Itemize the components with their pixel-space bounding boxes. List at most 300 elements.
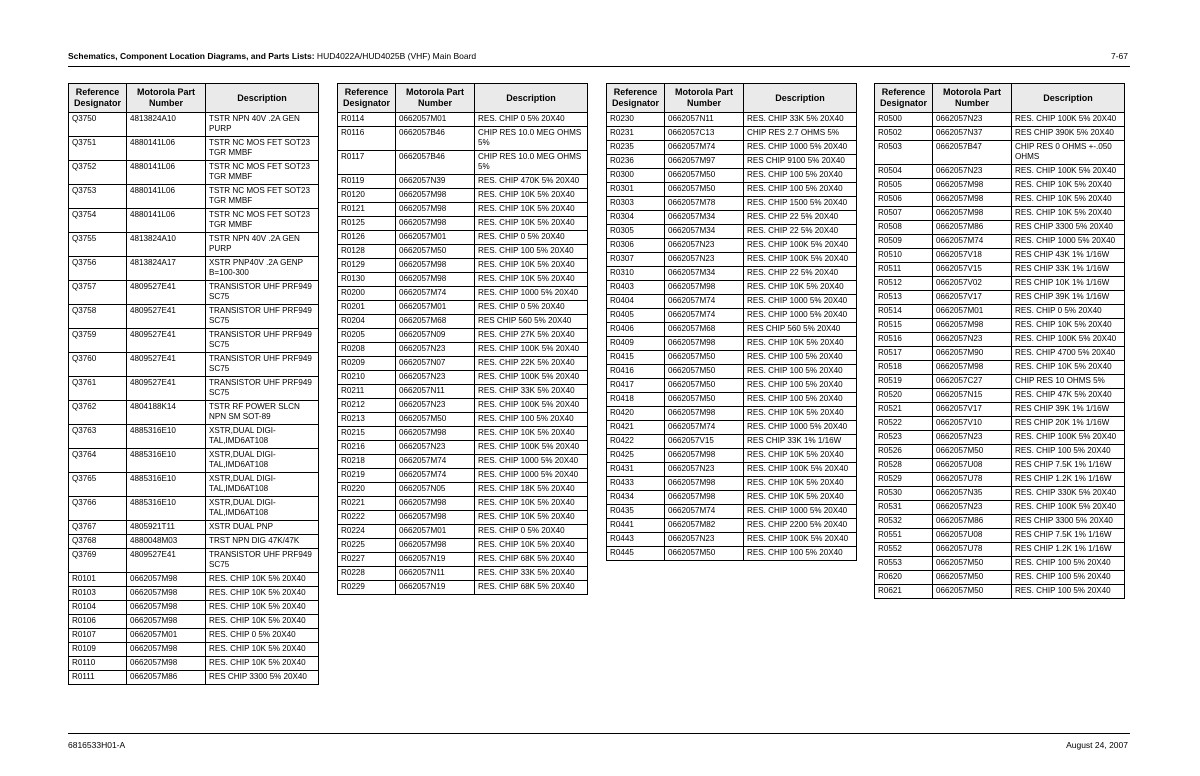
description-cell: CHIP RES 10.0 MEG OHMS 5%	[475, 127, 588, 151]
part-number-cell: 4805921T11	[127, 521, 206, 535]
part-number-cell: 0662057M98	[127, 601, 206, 615]
reference-designator-cell: R0526	[875, 445, 933, 459]
reference-designator-cell: R0306	[607, 239, 665, 253]
description-cell: TSTR NC MOS FET SOT23 TGR MMBF	[206, 185, 319, 209]
description-cell: XSTR,DUAL DIGI-TAL,IMD6AT108	[206, 473, 319, 497]
part-number-cell: 4809527E41	[127, 329, 206, 353]
header-rule	[68, 66, 1130, 67]
part-number-cell: 0662057M98	[127, 587, 206, 601]
reference-designator-cell: R0230	[607, 113, 665, 127]
description-cell: XSTR,DUAL DIGI-TAL,IMD6AT108	[206, 497, 319, 521]
part-number-cell: 0662057C13	[665, 127, 744, 141]
part-number-cell: 0662057M74	[396, 287, 475, 301]
part-number-cell: 0662057M98	[127, 615, 206, 629]
description-cell: RES CHIP 560 5% 20X40	[475, 315, 588, 329]
description-cell: RES. CHIP 100K 5% 20X40	[1012, 113, 1125, 127]
part-number-cell: 0662057M50	[665, 379, 744, 393]
description-cell: RES. CHIP 100K 5% 20X40	[744, 533, 857, 547]
part-number-cell: 0662057B46	[396, 127, 475, 151]
col-header-reference-designator: Reference Designator	[875, 84, 933, 113]
description-cell: TSTR NPN 40V .2A GEN PURP	[206, 113, 319, 137]
table-row	[69, 161, 319, 185]
table-row	[875, 221, 1125, 235]
part-number-cell: 0662057N11	[396, 385, 475, 399]
table-row	[607, 533, 857, 547]
reference-designator-cell: R0201	[338, 301, 396, 315]
table-row	[338, 483, 588, 497]
reference-designator-cell: R0520	[875, 389, 933, 403]
description-cell: TSTR NPN 40V .2A GEN PURP	[206, 233, 319, 257]
description-cell: RES CHIP 39K 1% 1/16W	[1012, 403, 1125, 417]
table-row	[875, 403, 1125, 417]
description-cell: TRANSISTOR UHF PRF949 SC75	[206, 353, 319, 377]
reference-designator-cell: R0553	[875, 557, 933, 571]
table-row	[338, 189, 588, 203]
part-number-cell: 0662057M98	[127, 643, 206, 657]
part-number-cell: 0662057U08	[933, 459, 1012, 473]
reference-designator-cell: R0417	[607, 379, 665, 393]
description-cell: RES. CHIP 33K 5% 20X40	[475, 567, 588, 581]
table-row	[69, 629, 319, 643]
reference-designator-cell: R0126	[338, 231, 396, 245]
part-number-cell: 0662057M98	[396, 189, 475, 203]
description-cell: RES. CHIP 10K 5% 20X40	[475, 539, 588, 553]
part-number-cell: 0662057N23	[396, 399, 475, 413]
description-cell: RES. CHIP 100K 5% 20X40	[744, 463, 857, 477]
part-number-cell: 4880141L06	[127, 161, 206, 185]
table-row	[338, 511, 588, 525]
table-row	[607, 323, 857, 337]
table-row	[338, 371, 588, 385]
part-number-cell: 0662057M98	[665, 407, 744, 421]
description-cell: RES. CHIP 1500 5% 20X40	[744, 197, 857, 211]
reference-designator-cell: R0229	[338, 581, 396, 595]
description-cell: TRST NPN DIG 47K/47K	[206, 535, 319, 549]
part-number-cell: 0662057M90	[933, 347, 1012, 361]
reference-designator-cell: R0517	[875, 347, 933, 361]
table-row	[607, 477, 857, 491]
reference-designator-cell: R0434	[607, 491, 665, 505]
description-cell: RES CHIP 3300 5% 20X40	[206, 671, 319, 685]
description-cell: RES. CHIP 10K 5% 20X40	[475, 511, 588, 525]
reference-designator-cell: R0532	[875, 515, 933, 529]
reference-designator-cell: R0510	[875, 249, 933, 263]
part-number-cell: 0662057V10	[933, 417, 1012, 431]
table-row	[875, 557, 1125, 571]
table-row	[69, 185, 319, 209]
reference-designator-cell: R0420	[607, 407, 665, 421]
part-number-cell: 0662057N23	[665, 533, 744, 547]
table-row	[338, 567, 588, 581]
description-cell: RES. CHIP 10K 5% 20X40	[1012, 193, 1125, 207]
table-row	[607, 197, 857, 211]
reference-designator-cell: R0220	[338, 483, 396, 497]
part-number-cell: 0662057V18	[933, 249, 1012, 263]
table-row	[875, 417, 1125, 431]
table-row	[338, 203, 588, 217]
parts-table-3	[606, 83, 857, 561]
description-cell: RES. CHIP 10K 5% 20X40	[475, 189, 588, 203]
part-number-cell: 4813824A17	[127, 257, 206, 281]
part-number-cell: 0662057M74	[665, 309, 744, 323]
part-number-cell: 0662057N09	[396, 329, 475, 343]
table-row	[69, 497, 319, 521]
reference-designator-cell: R0530	[875, 487, 933, 501]
reference-designator-cell: R0120	[338, 189, 396, 203]
reference-designator-cell: R0212	[338, 399, 396, 413]
part-number-cell: 0662057M01	[127, 629, 206, 643]
description-cell: TSTR NC MOS FET SOT23 TGR MMBF	[206, 137, 319, 161]
description-cell: RES. CHIP 100 5% 20X40	[475, 245, 588, 259]
part-number-cell: 0662057U08	[933, 529, 1012, 543]
description-cell: RES. CHIP 100K 5% 20X40	[475, 343, 588, 357]
part-number-cell: 4809527E41	[127, 281, 206, 305]
description-cell: CHIP RES 2.7 OHMS 5%	[744, 127, 857, 141]
parts-table-2	[337, 83, 588, 595]
table-row	[69, 257, 319, 281]
table-row	[338, 357, 588, 371]
table-row	[69, 425, 319, 449]
part-number-cell: 4880141L06	[127, 185, 206, 209]
description-cell: RES. CHIP 10K 5% 20X40	[206, 643, 319, 657]
table-row	[875, 585, 1125, 599]
table-row	[607, 463, 857, 477]
part-number-cell: 4880141L06	[127, 137, 206, 161]
part-number-cell: 0662057M74	[396, 469, 475, 483]
reference-designator-cell: Q3763	[69, 425, 127, 449]
part-number-cell: 4880141L06	[127, 209, 206, 233]
table-row	[875, 515, 1125, 529]
reference-designator-cell: R0200	[338, 287, 396, 301]
description-cell: RES. CHIP 22 5% 20X40	[744, 267, 857, 281]
part-number-cell: 0662057M50	[665, 183, 744, 197]
part-number-cell: 0662057M01	[396, 525, 475, 539]
table-row	[338, 175, 588, 189]
table-row	[69, 573, 319, 587]
part-number-cell: 4809527E41	[127, 353, 206, 377]
reference-designator-cell: Q3766	[69, 497, 127, 521]
reference-designator-cell: R0218	[338, 455, 396, 469]
reference-designator-cell: R0506	[875, 193, 933, 207]
description-cell: CHIP RES 10.0 MEG OHMS 5%	[475, 151, 588, 175]
part-number-cell: 0662057M98	[396, 427, 475, 441]
table-row	[607, 435, 857, 449]
reference-designator-cell: Q3765	[69, 473, 127, 497]
description-cell: RES CHIP 33K 1% 1/16W	[1012, 263, 1125, 277]
table-row	[69, 209, 319, 233]
part-number-cell: 0662057N11	[665, 113, 744, 127]
table-row	[607, 393, 857, 407]
description-cell: RES. CHIP 0 5% 20X40	[475, 525, 588, 539]
description-cell: RES. CHIP 10K 5% 20X40	[744, 477, 857, 491]
reference-designator-cell: R0301	[607, 183, 665, 197]
reference-designator-cell: R0514	[875, 305, 933, 319]
part-number-cell: 4809527E41	[127, 377, 206, 401]
description-cell: RES CHIP 10K 1% 1/16W	[1012, 277, 1125, 291]
part-number-cell: 0662057M50	[396, 245, 475, 259]
description-cell: RES CHIP 43K 1% 1/16W	[1012, 249, 1125, 263]
description-cell: RES. CHIP 1000 5% 20X40	[744, 295, 857, 309]
part-number-cell: 0662057B47	[933, 141, 1012, 165]
part-number-cell: 4804188K14	[127, 401, 206, 425]
part-number-cell: 0662057N19	[396, 553, 475, 567]
table-row	[338, 441, 588, 455]
description-cell: RES. CHIP 22 5% 20X40	[744, 225, 857, 239]
part-number-cell: 4809527E41	[127, 549, 206, 573]
description-cell: RES. CHIP 100K 5% 20X40	[1012, 333, 1125, 347]
description-cell: RES. CHIP 100K 5% 20X40	[475, 371, 588, 385]
description-cell: RES. CHIP 10K 5% 20X40	[1012, 179, 1125, 193]
reference-designator-cell: Q3761	[69, 377, 127, 401]
description-cell: RES. CHIP 33K 5% 20X40	[744, 113, 857, 127]
description-cell: RES. CHIP 100 5% 20X40	[744, 351, 857, 365]
page-title	[68, 51, 476, 61]
part-number-cell: 0662057M50	[396, 413, 475, 427]
reference-designator-cell: Q3756	[69, 257, 127, 281]
reference-designator-cell: R0110	[69, 657, 127, 671]
description-cell: RES CHIP 33K 1% 1/16W	[744, 435, 857, 449]
part-number-cell: 0662057M50	[665, 393, 744, 407]
table-row	[69, 535, 319, 549]
document-date: August 24, 2007	[1066, 740, 1128, 750]
part-number-cell: 0662057M86	[933, 221, 1012, 235]
description-cell: RES. CHIP 100K 5% 20X40	[1012, 165, 1125, 179]
description-cell: RES. CHIP 100K 5% 20X40	[744, 239, 857, 253]
reference-designator-cell: R0107	[69, 629, 127, 643]
part-number-cell: 4885316E10	[127, 449, 206, 473]
table-row	[607, 267, 857, 281]
description-cell: RES. CHIP 10K 5% 20X40	[744, 281, 857, 295]
part-number-cell: 0662057M68	[665, 323, 744, 337]
part-number-cell: 0662057M82	[665, 519, 744, 533]
reference-designator-cell: R0405	[607, 309, 665, 323]
reference-designator-cell: R0551	[875, 529, 933, 543]
reference-designator-cell: Q3753	[69, 185, 127, 209]
table-row	[338, 385, 588, 399]
reference-designator-cell: R0130	[338, 273, 396, 287]
reference-designator-cell: R0415	[607, 351, 665, 365]
part-number-cell: 4809527E41	[127, 305, 206, 329]
description-cell: RES. CHIP 1000 5% 20X40	[475, 455, 588, 469]
part-number-cell: 0662057U78	[933, 473, 1012, 487]
reference-designator-cell: R0441	[607, 519, 665, 533]
col-header-description: Description	[744, 84, 857, 113]
reference-designator-cell: R0104	[69, 601, 127, 615]
col-header-description: Description	[206, 84, 319, 113]
reference-designator-cell: R0117	[338, 151, 396, 175]
reference-designator-cell: R0515	[875, 319, 933, 333]
reference-designator-cell: R0106	[69, 615, 127, 629]
reference-designator-cell: R0225	[338, 539, 396, 553]
reference-designator-cell: R0518	[875, 361, 933, 375]
description-cell: RES. CHIP 100 5% 20X40	[1012, 585, 1125, 599]
reference-designator-cell: R0208	[338, 343, 396, 357]
description-cell: RES. CHIP 330K 5% 20X40	[1012, 487, 1125, 501]
part-number-cell: 0662057M68	[396, 315, 475, 329]
description-cell: TSTR RF POWER SLCN NPN SM SOT-89	[206, 401, 319, 425]
reference-designator-cell: R0109	[69, 643, 127, 657]
part-number-cell: 4813824A10	[127, 113, 206, 137]
reference-designator-cell: R0435	[607, 505, 665, 519]
part-number-cell: 0662057M50	[933, 557, 1012, 571]
part-number-cell: 0662057M74	[933, 235, 1012, 249]
part-number-cell: 0662057M74	[665, 141, 744, 155]
part-number-cell: 0662057N35	[933, 487, 1012, 501]
part-number-cell: 0662057M01	[396, 231, 475, 245]
description-cell: RES CHIP 7.5K 1% 1/16W	[1012, 529, 1125, 543]
table-row	[607, 239, 857, 253]
part-number-cell: 0662057N37	[933, 127, 1012, 141]
table-row	[875, 375, 1125, 389]
part-number-cell: 0662057M98	[127, 657, 206, 671]
parts-table-4	[874, 83, 1125, 599]
description-cell: RES. CHIP 10K 5% 20X40	[206, 657, 319, 671]
part-number-cell: 0662057M74	[665, 505, 744, 519]
reference-designator-cell: R0503	[875, 141, 933, 165]
reference-designator-cell: R0504	[875, 165, 933, 179]
table-row	[69, 281, 319, 305]
description-cell: RES. CHIP 18K 5% 20X40	[475, 483, 588, 497]
table-row	[338, 245, 588, 259]
table-row	[338, 553, 588, 567]
description-cell: RES. CHIP 100K 5% 20X40	[1012, 501, 1125, 515]
description-cell: RES. CHIP 1000 5% 20X40	[744, 141, 857, 155]
part-number-cell: 0662057B46	[396, 151, 475, 175]
reference-designator-cell: R0222	[338, 511, 396, 525]
reference-designator-cell: R0307	[607, 253, 665, 267]
reference-designator-cell: R0416	[607, 365, 665, 379]
table-row	[607, 505, 857, 519]
table-row	[875, 347, 1125, 361]
table-row	[69, 353, 319, 377]
table-row	[875, 165, 1125, 179]
description-cell: CHIP RES 10 OHMS 5%	[1012, 375, 1125, 389]
part-number-cell: 0662057M34	[665, 267, 744, 281]
part-number-cell: 0662057M98	[665, 337, 744, 351]
page-title-bold: Schematics, Component Location Diagrams, and Parts Lists:	[68, 51, 315, 61]
table-row	[69, 587, 319, 601]
reference-designator-cell: R0304	[607, 211, 665, 225]
part-number-cell: 0662057M01	[933, 305, 1012, 319]
part-number-cell: 0662057N23	[665, 253, 744, 267]
table-row	[69, 137, 319, 161]
table-row	[69, 377, 319, 401]
table-row	[338, 231, 588, 245]
col-header-part-number: Motorola Part Number	[396, 84, 475, 113]
part-number-cell: 0662057M98	[396, 539, 475, 553]
description-cell: RES CHIP 20K 1% 1/16W	[1012, 417, 1125, 431]
reference-designator-cell: R0522	[875, 417, 933, 431]
table-row	[338, 287, 588, 301]
reference-designator-cell: R0119	[338, 175, 396, 189]
reference-designator-cell: R0235	[607, 141, 665, 155]
reference-designator-cell: Q3767	[69, 521, 127, 535]
description-cell: RES. CHIP 100K 5% 20X40	[744, 253, 857, 267]
description-cell: RES. CHIP 0 5% 20X40	[475, 113, 588, 127]
description-cell: RES. CHIP 1000 5% 20X40	[1012, 235, 1125, 249]
col-header-part-number: Motorola Part Number	[127, 84, 206, 113]
table-row	[338, 113, 588, 127]
part-number-cell: 0662057N07	[396, 357, 475, 371]
reference-designator-cell: Q3759	[69, 329, 127, 353]
table-row	[875, 459, 1125, 473]
description-cell: RES. CHIP 100K 5% 20X40	[1012, 431, 1125, 445]
reference-designator-cell: R0204	[338, 315, 396, 329]
reference-designator-cell: R0129	[338, 259, 396, 273]
part-number-cell: 0662057M98	[933, 361, 1012, 375]
table-row	[875, 389, 1125, 403]
reference-designator-cell: R0502	[875, 127, 933, 141]
description-cell: RES. CHIP 0 5% 20X40	[1012, 305, 1125, 319]
description-cell: TRANSISTOR UHF PRF949 SC75	[206, 329, 319, 353]
part-number-cell: 0662057M50	[933, 445, 1012, 459]
part-number-cell: 0662057M50	[665, 351, 744, 365]
reference-designator-cell: R0509	[875, 235, 933, 249]
part-number-cell: 0662057C27	[933, 375, 1012, 389]
description-cell: RES CHIP 9100 5% 20X40	[744, 155, 857, 169]
col-header-reference-designator: Reference Designator	[338, 84, 396, 113]
table-row	[607, 491, 857, 505]
part-number-cell: 0662057V17	[933, 403, 1012, 417]
table-row	[338, 329, 588, 343]
description-cell: TSTR NC MOS FET SOT23 TGR MMBF	[206, 161, 319, 185]
reference-designator-cell: R0505	[875, 179, 933, 193]
description-cell: RES. CHIP 100 5% 20X40	[1012, 571, 1125, 585]
part-number-cell: 0662057N23	[933, 333, 1012, 347]
part-number-cell: 4885316E10	[127, 425, 206, 449]
table-row	[338, 259, 588, 273]
table-row	[69, 521, 319, 535]
reference-designator-cell: R0303	[607, 197, 665, 211]
description-cell: RES. CHIP 10K 5% 20X40	[475, 273, 588, 287]
part-number-cell: 0662057M98	[933, 207, 1012, 221]
description-cell: RES CHIP 7.5K 1% 1/16W	[1012, 459, 1125, 473]
description-cell: RES CHIP 3300 5% 20X40	[1012, 221, 1125, 235]
description-cell: RES. CHIP 22 5% 20X40	[744, 211, 857, 225]
table-row	[338, 315, 588, 329]
col-header-reference-designator: Reference Designator	[607, 84, 665, 113]
table-row	[875, 179, 1125, 193]
part-number-cell: 4885316E10	[127, 473, 206, 497]
description-cell: RES. CHIP 100 5% 20X40	[744, 393, 857, 407]
table-row	[338, 301, 588, 315]
part-number-cell: 0662057M34	[665, 211, 744, 225]
reference-designator-cell: R0552	[875, 543, 933, 557]
reference-designator-cell: R0445	[607, 547, 665, 561]
table-row	[69, 113, 319, 137]
reference-designator-cell: R0221	[338, 497, 396, 511]
part-number-cell: 0662057M50	[665, 365, 744, 379]
reference-designator-cell: Q3768	[69, 535, 127, 549]
part-number-cell: 0662057M98	[665, 491, 744, 505]
reference-designator-cell: R0500	[875, 113, 933, 127]
table-row	[875, 543, 1125, 557]
table-row	[69, 601, 319, 615]
table-row	[607, 337, 857, 351]
part-number-cell: 0662057N23	[396, 343, 475, 357]
reference-designator-cell: R0620	[875, 571, 933, 585]
table-row	[875, 431, 1125, 445]
part-number-cell: 4813824A10	[127, 233, 206, 257]
table-row	[607, 547, 857, 561]
table-row	[875, 445, 1125, 459]
description-cell: RES. CHIP 1000 5% 20X40	[744, 421, 857, 435]
part-number-cell: 0662057M98	[396, 511, 475, 525]
page-header	[68, 51, 1130, 67]
part-number-cell: 0662057M98	[396, 203, 475, 217]
reference-designator-cell: Q3750	[69, 113, 127, 137]
part-number-cell: 0662057M50	[933, 585, 1012, 599]
